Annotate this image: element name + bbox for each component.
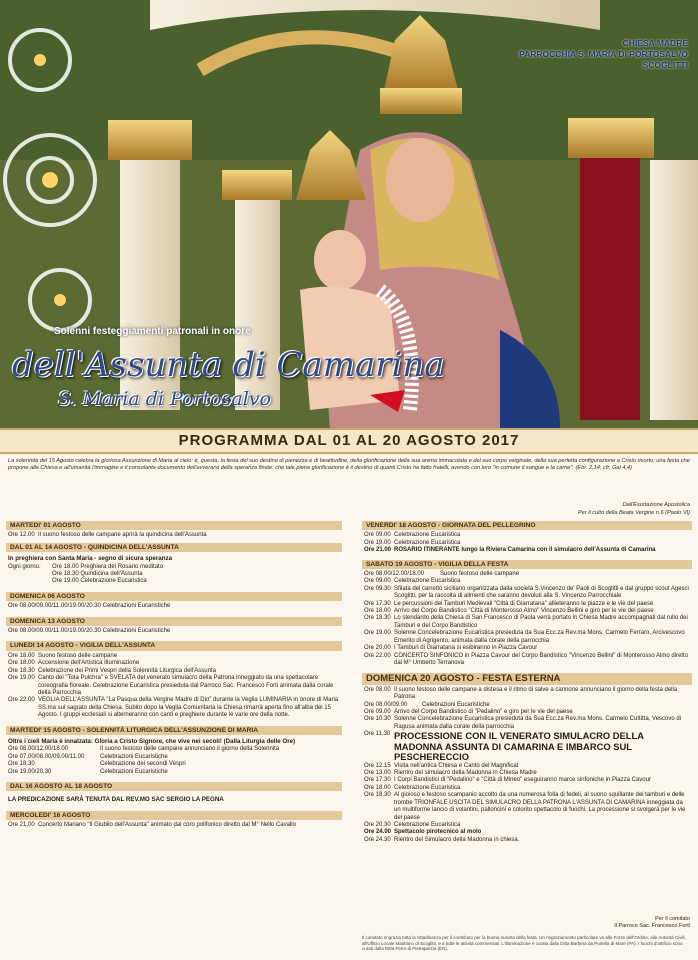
day-header: MARTEDI' 01 AGOSTO — [6, 521, 342, 530]
event: Accensione dell'Artistica Illuminazione — [38, 660, 140, 667]
schedule-row — [362, 608, 692, 615]
intro-paragraph — [8, 458, 690, 516]
event: Solenne Concelebrazione Eucaristica presieduta da Sua Ecc.za Rev.ma Mons. Carmelo Cuttitta, Vescovo di Ragusa animata dalla corale della parrocchia — [394, 716, 682, 730]
time: Ore 19.00 — [364, 539, 391, 546]
time: Ore 08.00/12.00/18.00 — [8, 746, 69, 753]
schedule-row — [6, 578, 342, 585]
festeggiamenti-text: Solenni festeggiamenti patronali in onore — [54, 326, 251, 337]
event: Celebrazione dei secondi Vespri — [100, 761, 186, 768]
day-header: DOMENICA 20 AGOSTO - FESTA ESTERNA — [362, 673, 692, 684]
schedule-row — [6, 822, 342, 829]
event: Suono festoso delle campane — [440, 571, 520, 578]
event: I Corpi Bandistici di "Pedalino" e "Città di Mineo" eseguiranno marce sinfoniche in Piazza Cavour — [394, 777, 651, 784]
event: Le percussioni dei Tamburi Medievali "Città di Giarratana" allieteranno le piazze e le vie del paese — [394, 600, 654, 607]
time: Ore 08.00 — [364, 686, 391, 693]
time: Ore 21.00 — [8, 822, 35, 829]
event: Arrivo del Corpo Bandistico "Città di Monterosso Almo" Vincenzo Bellini e giro per le vie del paese — [394, 608, 654, 615]
church-name — [519, 38, 688, 71]
time: Ore 19.00/20.30 — [8, 768, 52, 775]
time: Ore 18.30 — [364, 792, 391, 799]
church-line-3: SCOGLITTI — [642, 60, 688, 70]
event: ROSARIO ITINERANTE lungo la Riviera Camarina con il simulacro dell'Assunta di Camarina — [394, 547, 656, 554]
event: Al gioioso e festoso scampanio accolto da una numerosa folla di fedeli, al suono squillante dei tamburi e delle trombe TRIONFALE USCITA DEL SIMULACRO DELLA PATRONA L'ASSUNTA DI CAMARINA inneggiata da un multiforme lancio di volantini, palloncini e colorito spettacolo di fuochi. La processione si svolgerà per le vie del paese — [394, 792, 686, 821]
event: Il suono festoso delle campane aprirà la quindicina dell'Assunta — [38, 532, 207, 539]
event: Ore 18.30 Quindicina dell'Assunta — [52, 571, 143, 578]
event: Rientro del Simulacro della Madonna in chiesa. — [394, 836, 520, 843]
schedule-row — [6, 746, 342, 753]
schedule-row — [362, 777, 692, 784]
intro-signature-1: Dall'Esortazione Apostolica — [622, 502, 690, 508]
schedule-row — [362, 702, 692, 709]
event: Lo stendardo della Chiesa di San Francesco di Paola verrà portato in Chiesa Madre accompagnati dal rullo dei Tamburi e del Corpo Bandistico — [394, 615, 688, 629]
event: Celebrazione Eucaristica — [394, 784, 461, 791]
event: Solenne Concelebrazione Eucaristica presieduta da Sua Ecc.za Rev.ma Mons. Carmelo Ferraro, Arcivescovo Emerito di Agrigento, animata dalla corale della parrocchia — [394, 630, 685, 644]
event: Sfilata del carretto siciliano organizzata dalla società S.Vincenzo de' Paoli di Scoglitti e dal gruppo scout Agesci Scoglitti, per la raccolta di alimenti che saranno devoluti alla S. Vincenzo Parrocchiale — [394, 585, 689, 600]
event: Celebrazione Eucaristica — [394, 821, 461, 828]
event: Ore 08.00/09.00/11.00/19.00/20.30 Celebrazioni Eucaristiche — [8, 603, 171, 610]
event: VEGLIA DELL'ASSUNTA "La Pasqua della Vergine Madre di Dio" durante la Veglia LUMINARIA in onore di Maria SS.ma sul sagrato della Chiesa. Subito dopo la Veglia Comunitaria la Chiesa rimarrà aperta fino all'alba del 15 Agosto. I gruppi ecclesiali si alterneranno con canti e preghiere durante le varie ore della notte. — [38, 697, 339, 719]
schedule-row — [362, 731, 692, 763]
signature-block — [614, 916, 690, 930]
program-banner: PROGRAMMA DAL 01 AL 20 AGOSTO 2017 — [0, 428, 698, 454]
time: Ore 09.00 — [364, 578, 391, 585]
schedule-row — [6, 754, 342, 761]
time: Ore 20.30 — [364, 821, 391, 828]
church-line-2: PARROCCHIA S. MARIA DI PORTOSALVO — [519, 49, 688, 59]
time: Ore 18.00 — [8, 660, 35, 667]
schedule-row — [362, 653, 692, 668]
schedule-row — [362, 837, 692, 844]
day-header: VENERDI' 18 AGOSTO - GIORNATA DEL PELLEGRINO — [362, 521, 692, 530]
schedule-row — [362, 532, 692, 539]
time: Ore 08.00/12.00/18.00 — [364, 571, 425, 578]
event: Celebrazioni Eucaristiche — [100, 768, 168, 775]
schedule-row — [362, 709, 692, 716]
schedule-row — [6, 761, 342, 768]
time: Ore 18.30 — [8, 761, 35, 768]
event: Celebrazione dei Primi Vespri della Solennità Liturgica dell'Assunta — [38, 667, 216, 674]
day-header: MARTEDI' 15 AGOSTO - SOLENNITÀ LITURGICA DELL'ASSUNZIONE DI MARIA — [6, 726, 342, 735]
event: Spettacolo pirotecnico al molo — [394, 829, 482, 836]
event: Il suono festoso delle campane annunciano il giorno della Solennità — [100, 746, 280, 753]
schedule-row — [362, 571, 692, 578]
time: Ore 17.30 — [364, 777, 391, 784]
schedule-row — [362, 540, 692, 547]
time: Ore 09.00 — [364, 532, 391, 539]
schedule-row — [6, 628, 342, 635]
main-title: dell'Assunta di Camarina — [12, 345, 445, 385]
time: Ore 22.00 — [364, 652, 391, 659]
event: Celebrazione Eucaristica — [394, 532, 461, 539]
event: Il suono festoso delle campane a distesa e il ritmo di salve a cannone annunciano il giorno della festa della Patrona — [394, 686, 678, 701]
schedule-row — [362, 615, 692, 630]
event: Suono festoso delle campane — [38, 652, 118, 659]
section-note: Oltre i cieli Maria è innalzata: Gloria a Cristo Signore, che vive nei secoli! (Dalla Liturgia delle Ore) — [8, 737, 296, 745]
intro-text: La solennità del 15 Agosto celebra la gloriosa Assunzione di Maria al cielo: è, questa, la festa del suo destino di pienezza e di beatitudine, della glorificazione della sua anima immacolata e del suo corpo verginale, della sua perfetta configurazione a Cristo risorto; una festa che propone alla Chiesa e all'umanità l'immagine e il consolante documento dell'avverarsi della speranza finale: che tale piena glorificazione è il destino di quanti Cristo ha fatto fratelli, avendo con loro "in comune il sangue e la carne". (Ebr. 2,14; cfr. Gal 4,4) — [8, 458, 690, 472]
time: Ore 10.30 — [364, 716, 391, 723]
schedule-row — [362, 763, 692, 770]
intro-signature-2: Per il culto della Beata Vergine n.6 (Paolo VI) — [577, 510, 690, 516]
schedule-row — [6, 571, 342, 578]
time: Ore 12.15 — [364, 762, 391, 769]
subtitle: S. Maria di Portosalvo — [58, 388, 271, 410]
time: Ore 19.00 — [364, 630, 391, 637]
schedule-row — [6, 675, 342, 697]
time: Ore 08.00/09.00 — [364, 701, 408, 708]
event: Concerto Mariano "Il Giubilo dell'Assunta" animato dal coro polifonico diretto dal M° Nello Cavallo — [38, 822, 296, 829]
time: Ore 17.30 — [364, 600, 391, 607]
day-header: DAL 01 AL 14 AGOSTO - QUINDICINA DELL'ASSUNTA — [6, 543, 342, 552]
event: Celebrazioni Eucaristiche — [100, 753, 168, 760]
signature-line-2: Il Parroco Sac. Francesco Forti — [614, 923, 690, 929]
day-header: DOMENICA 06 AGOSTO — [6, 592, 342, 601]
schedule-row — [362, 645, 692, 652]
schedule-row — [362, 785, 692, 792]
time: Ore 22.00 — [8, 697, 35, 704]
event: Ore 08.00/09.00/11.00/19.00/20.30 Celebrazioni Eucaristiche — [8, 628, 171, 635]
schedule-row — [6, 660, 342, 667]
event: Celebrazioni Eucaristiche — [422, 701, 490, 708]
time: Ore 18.30 — [364, 615, 391, 622]
schedule-row — [6, 769, 342, 776]
section-note: In preghiera con Santa Maria - segno di sicura speranza — [8, 555, 173, 563]
time: Ore 21.00 — [364, 547, 392, 554]
time: Ore 18.00 — [364, 784, 391, 791]
event: Ore 19.00 Celebrazione Eucaristica — [52, 578, 147, 585]
schedule-row — [362, 630, 692, 645]
time: Ore 09.00 — [364, 708, 391, 715]
header-photo — [0, 0, 698, 428]
day-header: SABATO 19 AGOSTO - VIGILIA DELLA FESTA — [362, 560, 692, 569]
event: Ore 18.00 Preghiera del Rosario meditato — [52, 563, 164, 570]
schedule-row — [362, 578, 692, 585]
event: CONCERTO SINFONICO in Piazza Cavour del Corpo Bandistico "Vincenzo Bellini" di Monterosso Almo diretto dal M° Umberto Terranova — [394, 652, 689, 666]
time: Ore 24.30 — [364, 836, 391, 843]
event: Arrivo del Corpo Bandistico di "Pedalino" e giro per le vie del paese — [394, 708, 573, 715]
footer-notes: Il comitato ringrazia tutta la cittadinanza per il contributo per la buona riuscita della festa. Un ringraziamento particolare va alle Forze dell'Ordine, alle Autorità Civili, all'Ufficio Locale Marittimo di Scoglitti, e a tutte le attività commerciali. L'illuminazione è curata dalla Ditta Barbera da Portella di Mare (PA). I fuochi d'artificio sono curati dalla Ditta Ferro di Pietraperzia (EN). — [362, 935, 686, 951]
time: Ore 12.00 — [8, 532, 35, 539]
time: Ore 09.30 — [364, 585, 391, 592]
schedule-row — [6, 697, 342, 719]
program-left-column — [6, 518, 342, 830]
event: Celebrazione Eucaristica — [394, 578, 461, 585]
schedule-row — [6, 532, 342, 539]
schedule-row — [362, 547, 692, 554]
time: Ore 07.00/08.00/09.00/11.00 — [8, 753, 85, 760]
time: Ore 13.00 — [364, 770, 391, 777]
schedule-row — [362, 792, 692, 822]
event: Rientro del simulacro della Madonna in Chiesa Madre — [394, 770, 537, 777]
time: Ore 20.00 — [364, 645, 391, 652]
program-right-column — [362, 518, 692, 844]
schedule-row — [6, 668, 342, 675]
schedule-row — [362, 829, 692, 836]
time: Ore 19.00 — [8, 675, 35, 682]
schedule-row — [362, 586, 692, 601]
schedule-row — [362, 822, 692, 829]
church-line-1: CHIESA MADRE — [622, 38, 688, 48]
section-note: LA PREDICAZIONE SARÀ TENUTA DAL REV.MO SAC SERGIO LA PEGNA — [8, 796, 224, 804]
event: I Tamburi di Giarratana si esibiranno in Piazza Cavour — [394, 645, 538, 652]
time: Ore 18.00 — [8, 652, 35, 659]
event: Canto del "Tota Pulchra" e SVELATA del venerato simulacro della Patrona inneggiato da una spettacolare coreografia floreale. Celebrazione Eucaristica presieduta dal Parroco Sac. Francesco Forti animata dalla corale della Parrocchia — [38, 675, 334, 696]
schedule-row — [6, 653, 342, 660]
signature-line-1: Per il comitato — [655, 916, 690, 922]
schedule-row — [362, 770, 692, 777]
time: Ore 18.00 — [364, 608, 391, 615]
event: Visita nell'antica Chiesa e Canto del Magnificat — [394, 762, 519, 769]
schedule-row — [362, 716, 692, 731]
schedule-row — [6, 564, 342, 571]
time: Ogni giorno: — [8, 563, 41, 570]
schedule-row — [362, 687, 692, 702]
schedule-row — [362, 601, 692, 608]
time: Ore 24.00 — [364, 829, 392, 836]
event: PROCESSIONE CON IL VENERATO SIMULACRO DELLA MADONNA ASSUNTA DI CAMARINA E IMBARCO SUL PESCHERECCIO — [394, 730, 644, 763]
day-header: LUNEDI 14 AGOSTO - VIGILIA DELL'ASSUNTA — [6, 641, 342, 650]
day-header: MERCOLEDI' 16 AGOSTO — [6, 811, 342, 820]
schedule-row — [6, 603, 342, 610]
event: Celebrazione Eucaristica — [394, 539, 461, 546]
time: Ore 18.30 — [8, 667, 35, 674]
day-header: DAL 16 AGOSTO AL 18 AGOSTO — [6, 782, 342, 791]
time: Ore 11.30 — [364, 731, 391, 738]
day-header: DOMENICA 13 AGOSTO — [6, 617, 342, 626]
